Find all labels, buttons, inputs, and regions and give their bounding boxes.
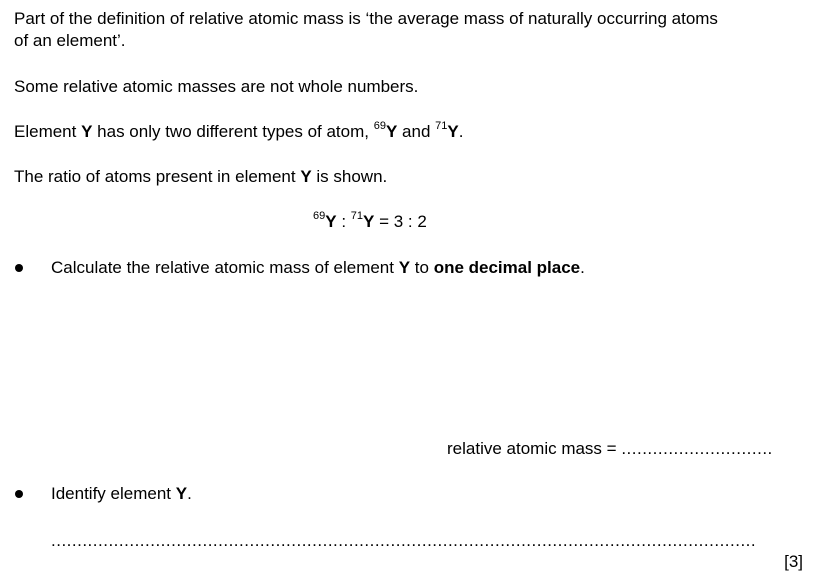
isotope-2-symbol: Y bbox=[447, 122, 459, 141]
ratio-colon: : bbox=[336, 212, 351, 231]
task1-prefix: Calculate the relative atomic mass of element bbox=[51, 258, 399, 277]
isotope-1-mass-number: 69 bbox=[373, 120, 386, 133]
bullet-icon bbox=[15, 490, 23, 498]
answer2-dots: ....................................................................................................................................... bbox=[51, 531, 757, 550]
task-identify bbox=[51, 483, 192, 505]
ratio-isotope-2-mass: 71 bbox=[350, 210, 364, 223]
element-symbol: Y bbox=[81, 122, 93, 141]
intro-line-2: of an element’. bbox=[14, 31, 126, 50]
ratio-intro-prefix: The ratio of atoms present in element bbox=[14, 167, 301, 186]
ratio-isotope-1-mass: 69 bbox=[313, 210, 326, 223]
ratio-intro-suffix: is shown. bbox=[311, 167, 388, 186]
ratio-equation bbox=[313, 211, 427, 233]
task-calculate bbox=[51, 257, 585, 279]
marks-indicator: [3] bbox=[784, 552, 803, 571]
task1-emphasis: one decimal place bbox=[433, 258, 581, 277]
ratio-isotope-1-symbol: Y bbox=[325, 212, 337, 231]
ratio-intro-line bbox=[14, 166, 387, 188]
ratio-value: = 3 : 2 bbox=[374, 212, 427, 231]
element-line-end: . bbox=[458, 122, 464, 141]
element-line-mid: has only two different types of atom, bbox=[92, 122, 374, 141]
bullet-icon bbox=[15, 264, 23, 272]
task1-end: . bbox=[580, 258, 585, 277]
element-line-and: and bbox=[397, 122, 436, 141]
answer-relative-atomic-mass bbox=[447, 438, 773, 460]
answer2-dotted-line[interactable] bbox=[51, 530, 803, 552]
isotope-2-mass-number: 71 bbox=[435, 120, 448, 133]
task2-end: . bbox=[187, 484, 192, 503]
intro-line-1: Part of the definition of relative atomic mass is ‘the average mass of naturally occurring atoms bbox=[14, 9, 718, 28]
answer1-dotted-line[interactable]: ............................. bbox=[621, 439, 773, 458]
statement-whole-numbers: Some relative atomic masses are not whole numbers. bbox=[14, 77, 419, 96]
ratio-intro-element: Y bbox=[300, 167, 312, 186]
task2-prefix: Identify element bbox=[51, 484, 176, 503]
answer1-label: relative atomic mass = bbox=[447, 439, 622, 458]
isotope-1-symbol: Y bbox=[385, 122, 398, 141]
element-line-prefix: Element bbox=[14, 122, 82, 141]
task1-element: Y bbox=[398, 258, 411, 277]
ratio-isotope-2-symbol: Y bbox=[363, 212, 375, 231]
task1-mid: to bbox=[410, 258, 434, 277]
task2-element: Y bbox=[175, 484, 188, 503]
element-isotopes-line bbox=[14, 121, 463, 143]
